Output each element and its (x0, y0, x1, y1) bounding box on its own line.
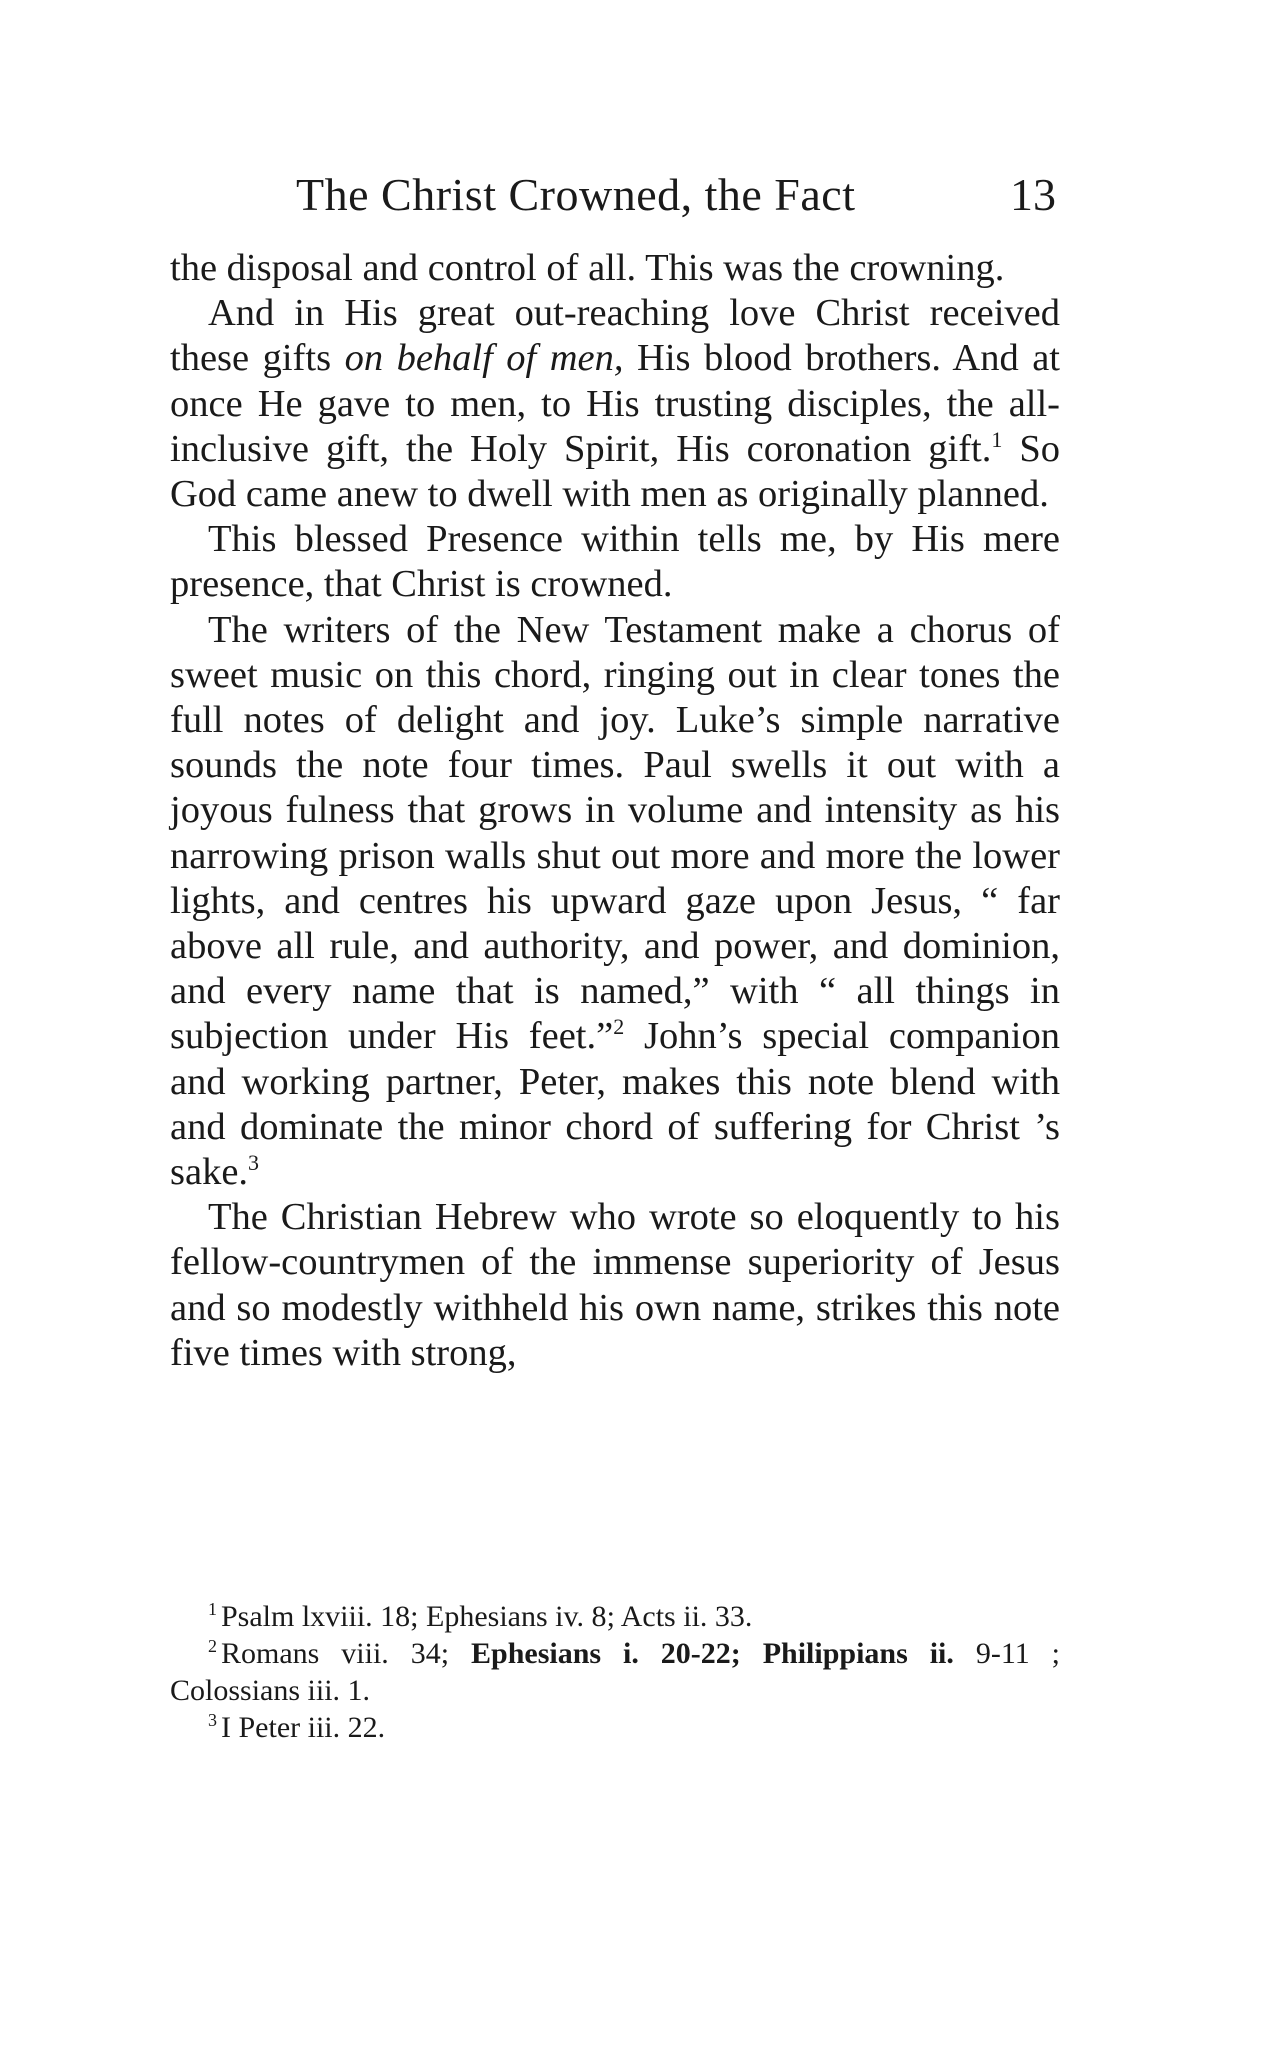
footnote-1-part-2: Ephesians iv. 8 (426, 1600, 607, 1633)
paragraph-1 (170, 246, 1060, 291)
paragraph-4-text-a: The writers of the New Testament make a chorus of sweet music on this chord, ringing out in clear tones the full notes of delight and joy. Luke’s simple narrative sounds the note four times. Paul swells it out with a joyous fulness that grows in volume and intensity as his narrowing prison walls shut out more and more the lower lights, and centres his upward gaze upon Jesus, “ far above all rule, and authority, and power, and dominion, and every name that is named,” with “ all things in subjection under His feet.” (170, 608, 1060, 1058)
paragraph-3-text: This blessed Presence within tells me, by His mere presence, that Christ is crowned. (170, 518, 1060, 606)
footnote-1-part-1: Psalm lxviii. 18; (221, 1600, 427, 1633)
footnote-mark-2: 2 (208, 1636, 217, 1656)
footnote-1-part-3: ; Acts ii. 33. (606, 1600, 753, 1633)
paragraph-3 (170, 517, 1060, 607)
body-text (170, 246, 1060, 1376)
paragraph-1-text: the disposal and control of all. This was the crowning. (170, 247, 1005, 289)
paragraph-2 (170, 291, 1060, 517)
footnotes (170, 1598, 1060, 1746)
paragraph-2-text-b: His blood brothers. And at once He gave to men, to His trusting disciples, the all-inclusive gift, the Holy Spirit, His coronation gift. (170, 337, 1060, 470)
footnote-3-part-1: I Peter iii. 22. (221, 1711, 386, 1744)
footnote-2-part-1: Romans viii. 34; (221, 1637, 471, 1670)
running-head (170, 168, 1060, 228)
page-number: 13 (1010, 169, 1056, 220)
paragraph-2-emphasis: on behalf of men, (344, 337, 624, 380)
running-title: The Christ Crowned, the Fact (296, 169, 856, 220)
footnote-ref-2: 2 (613, 1014, 625, 1040)
footnote-mark-3: 3 (208, 1710, 217, 1730)
paragraph-4-text-b: John’s special companion and working partner, Peter, makes this note blend with and dominate the minor chord of suffering for Christ ’s sake. (170, 1015, 1061, 1194)
footnote-2-part-3: 9-11 ; Colossians iii. 1. (170, 1637, 1060, 1707)
paragraph-4 (170, 608, 1060, 1196)
footnote-ref-3: 3 (248, 1150, 260, 1176)
paragraph-2-text-a: And in His great out-reaching love Christ received these gifts (170, 292, 1060, 380)
paragraph-2-text-c: So God came anew to dwell with men as originally planned. (170, 427, 1060, 516)
footnote-2 (170, 1635, 1060, 1709)
footnote-2-part-2: Ephesians i. 20-22; Philippians ii. (471, 1637, 954, 1670)
footnote-3 (170, 1709, 1060, 1746)
footnote-ref-1: 1 (991, 426, 1003, 452)
footnote-mark-1: 1 (208, 1599, 217, 1619)
paragraph-5 (170, 1195, 1060, 1376)
footnote-1 (170, 1598, 1060, 1635)
paragraph-5-text: The Christian Hebrew who wrote so eloquently to his fellow-countrymen of the immense superiority of Jesus and so modestly withheld his own name, strikes this note five times with strong, (170, 1196, 1060, 1374)
